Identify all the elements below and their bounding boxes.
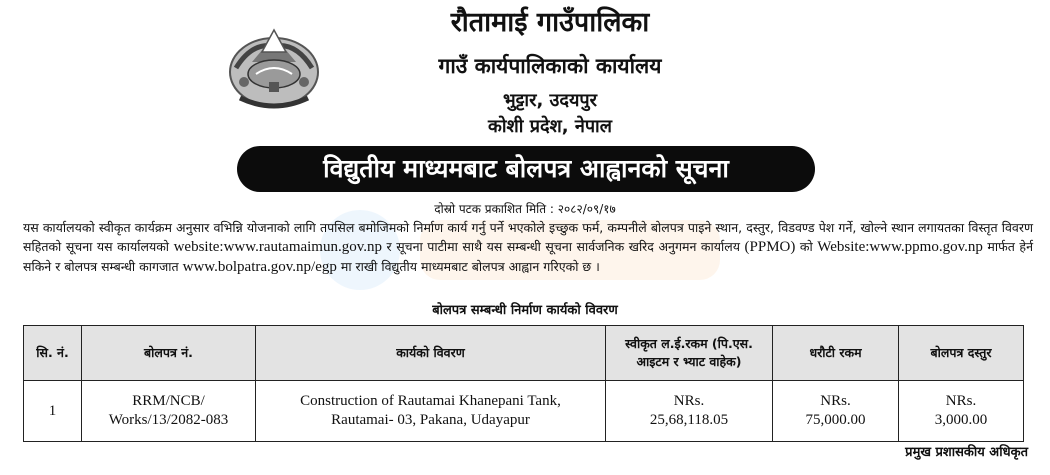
table-header-row <box>24 326 1024 381</box>
province-name: कोशी प्रदेश, नेपाल <box>488 116 612 137</box>
municipality-name: रौतामाई गाउँपालिका <box>450 7 650 38</box>
col-header-estimate: स्वीकृत ल.ई.रकम (पि.एस. आइटम र भ्याट वाहेक) <box>606 326 773 381</box>
col-header-bid-no: बोलपत्र नं. <box>82 326 256 381</box>
bolpatra-link[interactable]: www.bolpatra.gov.np/egp <box>182 259 337 275</box>
office-name: गाउँ कार्यपालिकाको कार्यालय <box>438 54 662 78</box>
col-header-security: धरौटी रकम <box>773 326 899 381</box>
body-text: यस कार्यालयको स्वीकृत कार्यक्रम अनुसार वभिन्नि योजनाको लागि तपसिल बमोजिमको निर्माण कार्य गर्नु पर्ने भएकोले इच्छुक फर्म, कम्पनीले बोलपत्र पाइने स्थान, दस्तुर, विडवण्ड पेश गर्ने, खोल्ने स्थान लगायतका विस्तृत विवरण सहितको सूचना यस कार्यालयको <box>23 220 1033 254</box>
col-header-fee: बोलपत्र दस्तुर <box>899 326 1024 381</box>
estimate-amount: 25,68,118.05 <box>649 412 729 428</box>
cell-estimate <box>606 381 773 442</box>
signatory-title: प्रमुख प्रशासकीय अधिकृत <box>905 445 1028 460</box>
body-text: को <box>795 239 818 254</box>
security-amount: 75,000.00 <box>805 412 866 428</box>
description-line1: Construction of Rautamai Khanepani Tank, <box>300 393 561 409</box>
ppmo-label: (PPMO) <box>744 239 796 255</box>
cell-security <box>773 381 899 442</box>
description-line2: Rautamai- 03, Pakana, Udayapur <box>331 412 530 428</box>
estimate-currency: NRs. <box>673 393 705 409</box>
security-currency: NRs. <box>820 393 851 409</box>
website-link[interactable]: website:www.rautamaimun.gov.np <box>173 239 383 255</box>
cell-bid-no <box>82 381 256 442</box>
ppmo-website-link[interactable]: Website:www.ppmo.gov.np <box>817 239 983 255</box>
fee-amount: 3,000.00 <box>934 412 988 428</box>
col-header-description: कार्यको विवरण <box>256 326 606 381</box>
col-header-sn: सि. नं. <box>24 326 82 381</box>
republished-date: दोस्रो पटक प्रकाशित मिति : २०८२/०९/१७ <box>434 202 616 216</box>
cell-fee <box>899 381 1024 442</box>
notice-title-banner: विद्युतीय माध्यमबाट बोलपत्र आह्वानको सूचना <box>237 146 815 192</box>
nepal-emblem-icon <box>222 22 326 114</box>
fee-currency: NRs. <box>945 393 977 409</box>
cell-sn: 1 <box>24 381 82 442</box>
table-row <box>24 381 1024 442</box>
tender-table <box>23 325 1024 442</box>
notice-body <box>23 218 1033 277</box>
body-text: मा राखी विद्युतीय माध्यमबाट बोलपत्र आह्वान गरिएको छ । <box>336 259 600 274</box>
table-title: बोलपत्र सम्बन्धी निर्माण कार्यको विवरण <box>432 303 618 318</box>
cell-description <box>256 381 606 442</box>
office-location: भुट्टार, उदयपुर <box>502 90 598 111</box>
bid-no-line1: RRM/NCB/ <box>132 393 205 409</box>
bid-no-line2: Works/13/2082-083 <box>108 412 229 428</box>
body-text: र सूचना पाटीमा साथै यस सम्बन्धी सूचना सार्वजनिक खरिद अनुगमन कार्यालय <box>382 239 745 254</box>
body-text: मार्फत हेर्न सकिने र बोलपत्र सम्बन्धी कागजात <box>23 239 1034 274</box>
